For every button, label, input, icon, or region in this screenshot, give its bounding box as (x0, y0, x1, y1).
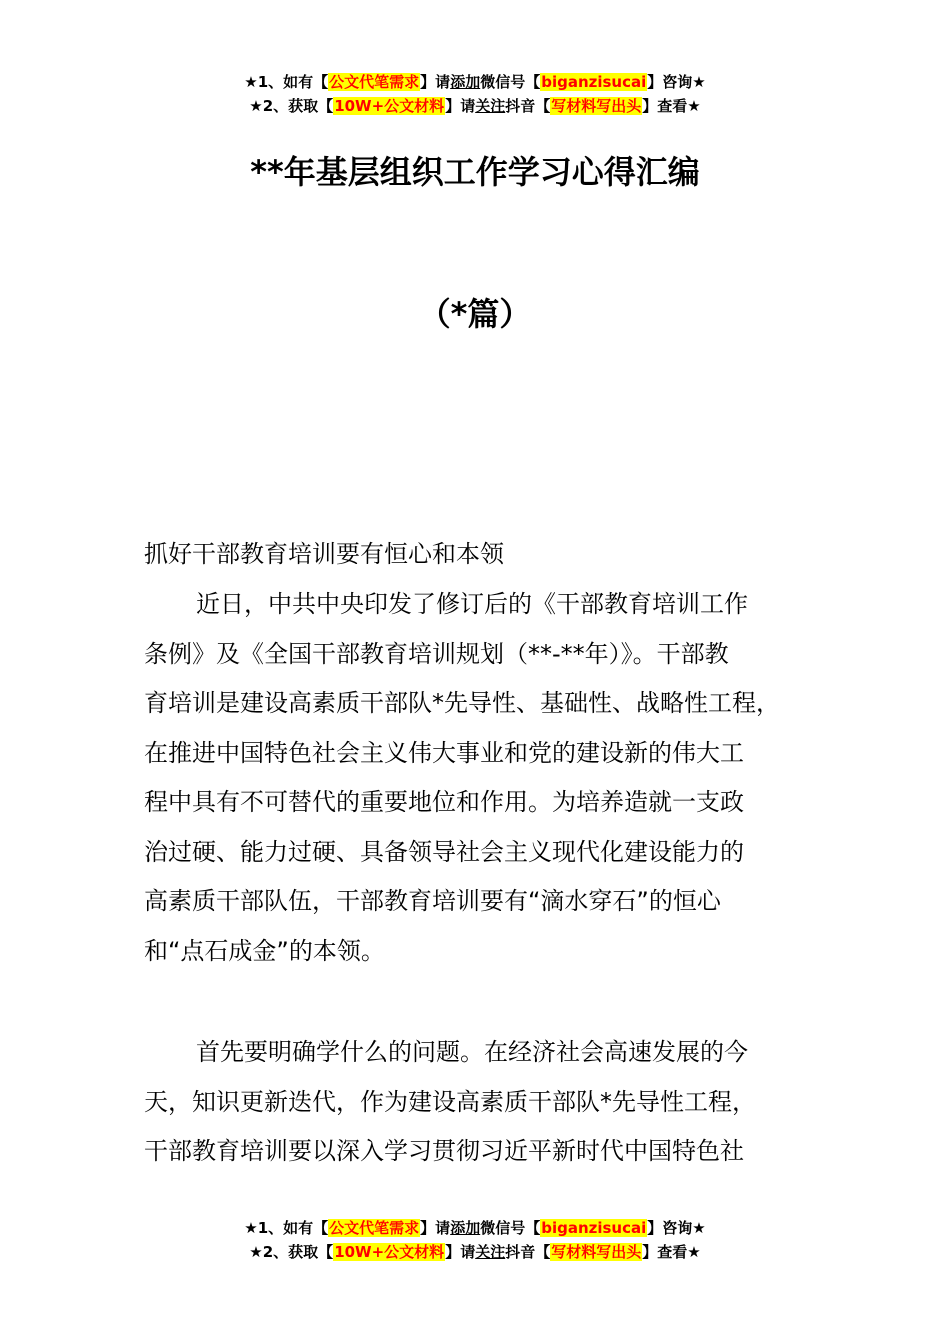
paragraph-line: 天，知识更新迭代，作为建设高素质干部队*先导性工程， (144, 1087, 756, 1116)
document-subtitle: （*篇） (418, 295, 532, 333)
banner-highlight: 10W+公文材料 (334, 1243, 445, 1261)
paragraph-line: 条例》及《全国干部教育培训规划（**-**年）》。干部教 (144, 639, 729, 668)
banner-highlight: 公文代笔需求 (329, 1219, 420, 1237)
footer-banner (0, 1216, 950, 1264)
banner-highlight: 10W+公文材料 (334, 97, 445, 115)
section-heading: 抓好干部教育培训要有恒心和本领 (144, 540, 504, 568)
banner-line-2: ★2、获取【10W+公文材料】请关注抖音【写材料写出头】查看★ (249, 97, 701, 115)
paragraph-line: 治过硬、能力过硬、具备领导社会主义现代化建设能力的 (144, 837, 744, 866)
banner-line-2: ★2、获取【10W+公文材料】请关注抖音【写材料写出头】查看★ (249, 1243, 701, 1261)
banner-line-1: ★1、如有【公文代笔需求】请添加微信号【biganzisucai】咨询★ (244, 73, 706, 91)
banner-highlight: 公文代笔需求 (329, 73, 420, 91)
paragraph-1 (144, 580, 834, 976)
banner-highlight: 写材料写出头 (551, 97, 642, 115)
paragraph-line: 近日，中共中央印发了修订后的《干部教育培训工作 (196, 590, 748, 618)
paragraph-line: 干部教育培训要以深入学习贯彻习近平新时代中国特色社 (144, 1137, 744, 1165)
paragraph-line: 首先要明确学什么的问题。在经济社会高速发展的今 (196, 1038, 748, 1066)
paragraph-line: 育培训是建设高素质干部队*先导性、基础性、战略性工程， (144, 689, 780, 717)
paragraph-line: 高素质干部队伍，干部教育培训要有“滴水穿石”的恒心 (144, 887, 721, 915)
paragraph-2 (144, 1028, 834, 1177)
document-title: **年基层组织工作学习心得汇编 (250, 153, 700, 191)
banner-line-1: ★1、如有【公文代笔需求】请添加微信号【biganzisucai】咨询★ (244, 1219, 706, 1237)
banner-highlight: biganzisucai (541, 1219, 647, 1237)
banner-highlight: 写材料写出头 (551, 1243, 642, 1261)
header-banner (0, 70, 950, 118)
paragraph-line: 和“点石成金”的本领。 (144, 936, 385, 965)
paragraph-line: 在推进中国特色社会主义伟大事业和党的建设新的伟大工 (144, 738, 744, 767)
banner-highlight: biganzisucai (541, 73, 647, 91)
paragraph-line: 程中具有不可替代的重要地位和作用。为培养造就一支政 (144, 788, 744, 816)
